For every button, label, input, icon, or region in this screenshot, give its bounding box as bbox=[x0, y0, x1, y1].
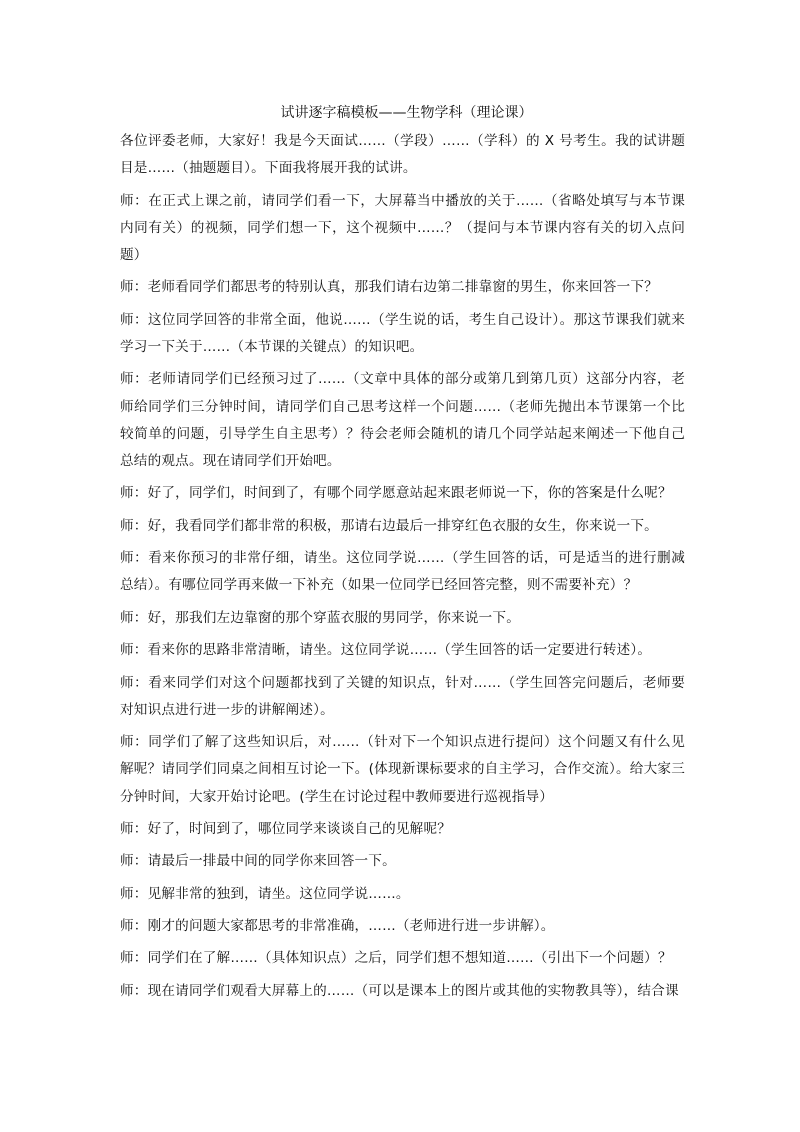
paragraph-time-up: 师：好了，同学们，时间到了，有哪个同学愿意站起来跟老师说一下，你的答案是什么呢？ bbox=[120, 485, 672, 502]
paragraph-call-student: 师：老师看同学们都思考的特别认真，那我们请右边第二排靠窗的男生，你来回答一下？ bbox=[120, 279, 658, 296]
paragraph-key-point: 师：看来同学们对这个问题都找到了关键的知识点，针对……（学生回答完问题后，老师要对知识点进行进一步的讲解阐述）。 bbox=[120, 674, 685, 718]
paragraph-self-study: 师：老师请同学们已经预习过了……（文章中具体的部分或第几到第几页）这部分内容，老师给同学们三分钟时间，请同学们自己思考这样一个问题……（老师先抛出本节课第一个比较简单的问题，引导学生自主思考）？待会老师会随机的请几个同学站起来阐述一下他自己总结的观点。现在请同学们开始吧。 bbox=[120, 371, 685, 469]
paragraph-summary: 师：这位同学回答的非常全面，他说……（学生说的话，考生自己设计）。那这节课我们就来学习一下关于……（本节课的关键点）的知识吧。 bbox=[120, 311, 685, 355]
paragraph-supplement: 师：看来你预习的非常仔细，请坐。这位同学说……（学生回答的话，可是适当的进行删减总结）。有哪位同学再来做一下补充（如果一位同学已经回答完整，则不需要补充）？ bbox=[120, 550, 685, 594]
paragraph-screen: 师：现在请同学们观看大屏幕上的……（可以是课本上的图片或其他的实物教具等），结合课 bbox=[120, 982, 679, 999]
paragraph-discussion: 师：同学们了解了这些知识后，对……（针对下一个知识点进行提问）这个问题又有什么见解呢？请同学们同桌之间相互讨论一下。(体现新课标要求的自主学习，合作交流）。给大家三分钟时间，大家开始讨论吧。(学生在讨论过程中教师要进行巡视指导） bbox=[120, 734, 685, 805]
paragraph-intro-video: 师：在正式上课之前，请同学们看一下，大屏幕当中播放的关于……（省略处填写与本节课内同有关）的视频，同学们想一下，这个视频中……？（提问与本节课内容有关的切入点问题） bbox=[120, 192, 685, 263]
paragraph-call-boy: 师：好，那我们左边靠窗的那个穿蓝衣服的男同学，你来说一下。 bbox=[120, 609, 521, 626]
paragraph-restate: 师：看来你的思路非常清晰，请坐。这位同学说……（学生回答的话一定要进行转述）。 bbox=[120, 642, 652, 659]
document-page bbox=[120, 98, 685, 1010]
paragraph-call-girl: 师：好，我看同学们都非常的积极，那请右边最后一排穿红色衣服的女生，你来说一下。 bbox=[120, 517, 658, 534]
paragraph-explain: 师：刚才的问题大家都思考的非常准确，……（老师进行进一步讲解）。 bbox=[120, 918, 555, 935]
document-title: 试讲逐字稿模板——生物学科（理论课） bbox=[280, 105, 533, 121]
paragraph-share-view: 师：好了，时间到了，哪位同学来谈谈自己的见解呢？ bbox=[120, 820, 452, 837]
paragraph-praise: 师：见解非常的独到，请坐。这位同学说……。 bbox=[120, 885, 410, 902]
paragraph-call-middle: 师：请最后一排最中间的同学你来回答一下。 bbox=[120, 853, 396, 870]
paragraph-greeting: 各位评委老师，大家好！我是今天面试……（学段）……（学科）的 X 号考生。我的试讲题目是……（抽题题目）。下面我将展开我的试讲。 bbox=[120, 133, 685, 177]
paragraph-next-question: 师：同学们在了解……（具体知识点）之后，同学们想不想知道……（引出下一个问题）？ bbox=[120, 950, 672, 967]
